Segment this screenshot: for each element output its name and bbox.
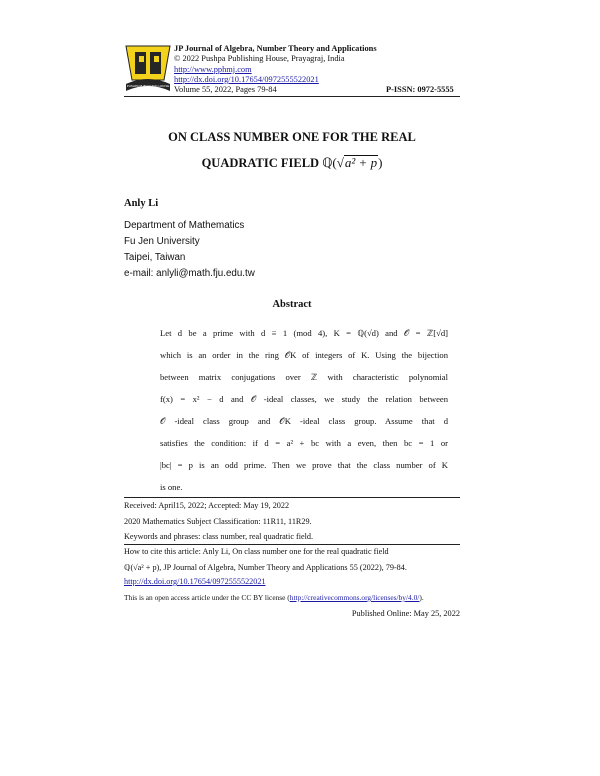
abstract-line: |bc| = p is an odd prime. Then we prove that the class number of K bbox=[160, 460, 448, 470]
published-online: Published Online: May 25, 2022 bbox=[351, 609, 460, 618]
title-close: ) bbox=[378, 155, 383, 170]
cite-line1: How to cite this article: Anly Li, On class number one for the real quadratic field bbox=[124, 547, 389, 556]
abstract-heading: Abstract bbox=[272, 299, 312, 310]
logo-location-text: PRAYAGRAJ, INDIA bbox=[134, 88, 162, 92]
cite-doi bbox=[124, 577, 266, 586]
author-name: Anly Li bbox=[124, 198, 159, 209]
paper-title-line2: QUADRATIC FIELD ℚ(√a² + p) bbox=[201, 155, 383, 170]
received-dates: Received: April15, 2022; Accepted: May 19, 2022 bbox=[124, 501, 290, 510]
paper-title-line1: ON CLASS NUMBER ONE FOR THE REAL bbox=[168, 130, 416, 144]
msc-classification: 2020 Mathematics Subject Classification: 11R11, 11R29. bbox=[124, 517, 312, 526]
abstract-line: Let d be a prime with d ≡ 1 (mod 4), K = ℚ(√d) and 𝒪 = ℤ[√d] bbox=[160, 328, 448, 338]
title-radicand: a² + p bbox=[344, 155, 378, 170]
issn: P-ISSN: 0972-5555 bbox=[386, 85, 454, 94]
journal-website-link[interactable]: http://www.pphmj.com bbox=[174, 64, 252, 74]
license-link[interactable]: http://creativecommons.org/licenses/by/4.0/ bbox=[289, 593, 420, 602]
abstract-line: 𝒪 -ideal class group and 𝒪K -ideal class group. Assume that d bbox=[160, 416, 448, 426]
doi-link[interactable]: http://dx.doi.org/10.17654/0972555522021 bbox=[174, 74, 319, 84]
abstract-line: between matrix conjugations over ℤ with characteristic polynomial bbox=[160, 372, 448, 382]
logo-banner-text: PUSHPA PUBLISHING HOUSE bbox=[126, 84, 170, 88]
title-field-symbol: ℚ( bbox=[322, 155, 337, 170]
license-prefix: This is an open access article under the CC BY license ( bbox=[124, 593, 290, 602]
notes-rule bbox=[124, 497, 460, 498]
cite-line2: ℚ(√a² + p), JP Journal of Algebra, Number Theory and Applications 55 (2022), 79-84. bbox=[124, 563, 407, 572]
abstract-line: satisfies the condition: if d = a² + bc with a even, then bc = 1 or bbox=[160, 438, 448, 448]
title-text: QUADRATIC FIELD bbox=[201, 156, 320, 170]
cite-doi-link[interactable]: http://dx.doi.org/10.17654/0972555522021 bbox=[124, 577, 266, 586]
copyright: © 2022 Pushpa Publishing House, Prayagraj, India bbox=[174, 54, 345, 64]
author-email[interactable]: e-mail: anlyli@math.fju.edu.tw bbox=[124, 268, 255, 279]
journal-header bbox=[174, 44, 377, 95]
abstract-line: f(x) = x² − d and 𝒪 -ideal classes, we study the relation between bbox=[160, 394, 448, 404]
license-note bbox=[124, 593, 424, 602]
author-department: Department of Mathematics bbox=[124, 220, 245, 231]
author-university: Fu Jen University bbox=[124, 236, 200, 247]
abstract-line: which is an order in the ring 𝒪K of integers of K. Using the bijection bbox=[160, 350, 448, 360]
header-rule bbox=[124, 96, 460, 97]
volume-info: Volume 55, 2022, Pages 79-84 bbox=[174, 85, 277, 95]
cite-rule bbox=[124, 544, 460, 545]
license-suffix: ). bbox=[419, 593, 424, 602]
author-location: Taipei, Taiwan bbox=[124, 252, 186, 263]
journal-title: JP Journal of Algebra, Number Theory and Applications bbox=[174, 44, 377, 53]
logo-banner bbox=[126, 84, 170, 92]
keywords: Keywords and phrases: class number, real quadratic field. bbox=[124, 532, 314, 541]
abstract-line: is one. bbox=[160, 482, 183, 492]
